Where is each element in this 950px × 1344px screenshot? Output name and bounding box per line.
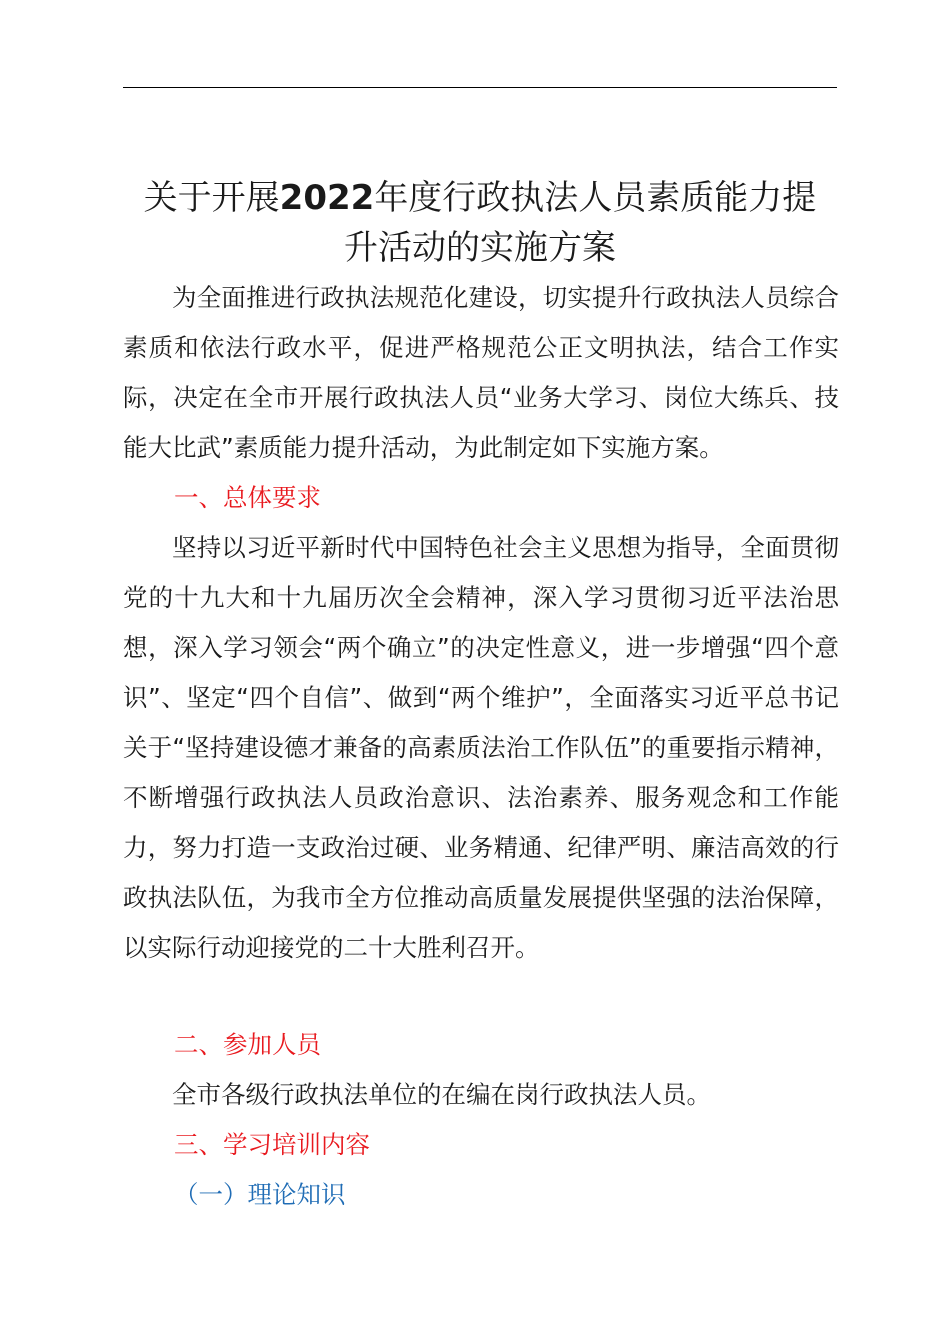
intro-paragraph: 为全面推进行政执法规范化建设，切实提升行政执法人员综合素质和依法行政水平，促进严格规范公正文明执法，结合工作实际，决定在全市开展行政执法人员“业务大学习、岗位大练兵、技能大比武”素质能力提升活动，为此制定如下实施方案。 [123, 283, 839, 462]
section-heading-training-content: 三、学习培训内容 [174, 1130, 370, 1159]
general-requirements-paragraph: 坚持以习近平新时代中国特色社会主义思想为指导，全面贯彻党的十九大和十九届历次全会精神，深入学习贯彻习近平法治思想，深入学习领会“两个确立”的决定性意义，进一步增强“四个意识”、坚定“四个自信”、做到“两个维护”，全面落实习近平总书记关于“坚持建设德才兼备的高素质法治工作队伍”的重要指示精神，不断增强行政执法人员政治意识、法治素养、服务观念和工作能力，努力打造一支政治过硬、业务精通、纪律严明、廉洁高效的行政执法队伍，为我市全方位推动高质量发展提供坚强的法治保障，以实际行动迎接党的二十大胜利召开。 [123, 533, 839, 962]
participants-paragraph: 全市各级行政执法单位的在编在岗行政执法人员。 [172, 1080, 711, 1109]
title-year: 2022 [279, 177, 375, 218]
document-title [110, 173, 850, 273]
header-rule [123, 87, 837, 88]
title-rest: 年度行政执法人员素质能力提 [374, 177, 817, 218]
title-prefix: 关于开展 [143, 177, 280, 218]
section-heading-participants: 二、参加人员 [174, 1030, 321, 1059]
subheading-theoretical-knowledge: （一）理论知识 [174, 1180, 346, 1209]
title-line-2: 升活动的实施方案 [344, 227, 616, 268]
section-heading-general-requirements: 一、总体要求 [174, 483, 321, 512]
